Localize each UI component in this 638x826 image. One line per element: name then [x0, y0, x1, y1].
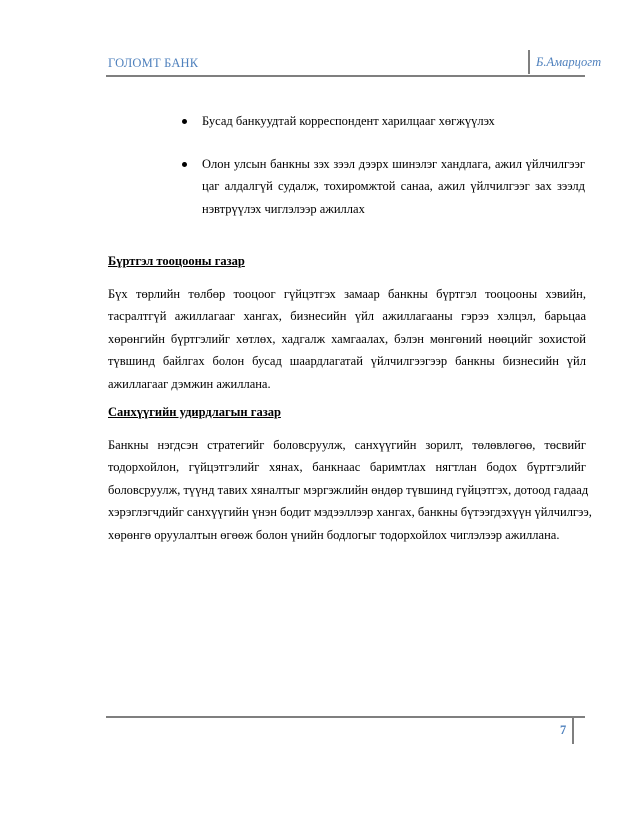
section-paragraph: [108, 434, 592, 546]
header-vertical-divider: [528, 50, 530, 74]
bullet-icon: [182, 119, 187, 124]
section-heading: Бүртгэл тооцооны газар: [108, 254, 245, 268]
paragraph-line: хөрөнгийн бүртгэлийг хөтлөх, хадгалж хамгаалах, бэлэн мөнгөний нөөцийг зохистой: [108, 331, 586, 346]
paragraph-line: тодорхойлон, гүйцэтгэлийг хянах, банкнаас баримтлах нягтлан бодох бүртгэлийг: [108, 460, 586, 475]
paragraph-line: Бүх төрлийн төлбөр тооцоог гүйцэтгэх замаар банкны бүртгэл тооцооны хэвийн,: [108, 287, 586, 301]
header-bank-name: ГОЛОМТ БАНК: [108, 56, 199, 70]
page-number: 7: [560, 723, 567, 737]
section-accounting: [108, 252, 586, 395]
bullet-text-line: Олон улсын банкны зэх зээл дээрх шинэлэг хандлага, ажил үйлчилгээг: [202, 157, 585, 171]
paragraph-line: боловсруулж, түүнд тавих хяналтыг мэргэжлийн өндөр түвшинд гүйцэтгэх, дотоод гадаад: [108, 482, 589, 497]
header-author-block: [528, 50, 601, 74]
bullet-text: Бусад банкуудтай корреспондент харилцааг хөгжүүлэх: [202, 114, 495, 128]
paragraph-line: тасралтгүй ажиллагааг хангах, бизнесийн үйл ажиллагааны гэрээ хэлцэл, барьцаа: [108, 309, 586, 324]
paragraph-line: ажиллагааг дэмжин ажиллана.: [108, 376, 271, 391]
paragraph-line: хэрэглэгчдийг санхүүгийн үнэн бодит мэдээллээр хангах, банкны бүтээгдэхүүн үйлчилгээ,: [108, 505, 592, 520]
bullet-item: [180, 110, 585, 132]
header-divider: [106, 75, 585, 77]
bullet-list: [180, 110, 585, 220]
header-author-name: Б.Амарцогт: [536, 54, 602, 69]
section-finance: [108, 403, 592, 546]
bullet-item: [180, 153, 585, 220]
footer-page-block: [560, 718, 574, 744]
paragraph-line: түвшинд байлгах болон бусад шаардлагатай үйлчилгээгээр банкны бизнесийн үйл: [108, 354, 586, 369]
footer-vertical-divider: [572, 718, 574, 744]
bullet-text-line: цаг алдалгүй судалж, тохиромжтой санаа, ажил үйлчилгээг зах зээлд: [202, 179, 585, 194]
paragraph-line: Банкны нэгдсэн стратегийг боловсруулж, санхүүгийн зорилт, төлөвлөгөө, төсвийг: [108, 438, 586, 452]
paragraph-line: хөрөнгө оруулалтын өгөөж болон үнийн бодлогыг тодорхойлох чиглэлээр ажиллана.: [108, 527, 560, 542]
bullet-icon: [182, 162, 187, 167]
bullet-text-line: нэвтрүүлэх чиглэлээр ажиллах: [202, 201, 365, 216]
section-paragraph: [108, 283, 586, 395]
footer-divider: [106, 716, 585, 718]
section-heading: Санхүүгийн удирдлагын газар: [108, 405, 281, 419]
